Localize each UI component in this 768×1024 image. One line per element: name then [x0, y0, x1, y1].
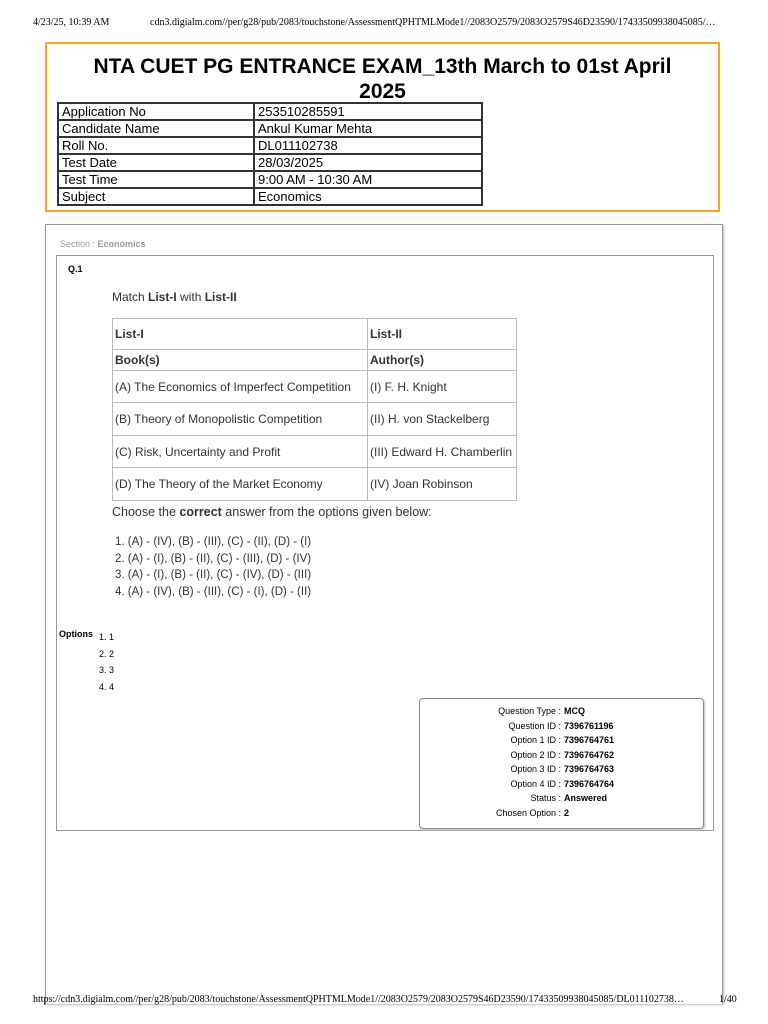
- meta-label: Option 3 ID :: [510, 764, 561, 774]
- book-cell: (A) The Economics of Imperfect Competition: [113, 371, 368, 403]
- table-row: [58, 154, 482, 171]
- table-row: [58, 188, 482, 205]
- section-name: Economics: [97, 239, 146, 249]
- detail-value: 9:00 AM - 10:30 AM: [254, 171, 482, 188]
- detail-value: 28/03/2025: [254, 154, 482, 171]
- section-heading: [60, 239, 146, 249]
- detail-value: Economics: [254, 188, 482, 205]
- question-prompt: [112, 290, 237, 304]
- meta-label: Status :: [530, 793, 561, 803]
- meta-label: Option 2 ID :: [510, 749, 561, 760]
- header-cell: List-I: [113, 319, 368, 350]
- meta-value: 7396764764: [564, 778, 615, 789]
- match-table: [112, 318, 517, 501]
- page-number: 1/40: [719, 994, 737, 1005]
- answer-option: 4. (A) - (IV), (B) - (III), (C) - (I), (D) - (II): [115, 585, 312, 598]
- meta-value: 7396764761: [564, 735, 615, 745]
- subheader-cell: Author(s): [368, 350, 517, 371]
- detail-label: Roll No.: [58, 137, 254, 154]
- prompt-list2: List-II: [204, 290, 237, 304]
- prompt-prefix: Match: [112, 290, 149, 304]
- print-footer-url: https://cdn3.digialm.com//per/g28/pub/2083/touchstone/AssessmentQPHTMLMode1//2083O2579/2083O2579S46D23590/17433509938045085/DL011102738…: [33, 994, 684, 1005]
- option-item: 4. 4: [99, 681, 115, 692]
- book-cell: (C) Risk, Uncertainty and Profit: [113, 436, 368, 468]
- table-row: [113, 468, 517, 501]
- meta-value: 2: [564, 807, 570, 818]
- answer-option: 2. (A) - (I), (B) - (II), (C) - (III), (D) - (IV): [115, 552, 312, 565]
- choose-suffix: answer from the options given below:: [221, 505, 432, 519]
- meta-value: 7396764763: [564, 764, 615, 774]
- options-list: [99, 629, 114, 695]
- question-panel: [45, 224, 723, 1004]
- meta-label: Option 4 ID :: [510, 778, 561, 789]
- prompt-with: with: [176, 290, 205, 304]
- print-datetime: 4/23/25, 10:39 AM: [33, 17, 110, 28]
- table-row: [58, 137, 482, 154]
- question-meta-box: [419, 698, 704, 829]
- choose-bold: correct: [179, 505, 222, 519]
- meta-value: MCQ: [564, 706, 585, 716]
- print-header-url: cdn3.digialm.com//per/g28/pub/2083/touchstone/AssessmentQPHTMLMode1//2083O2579/2083O2579S46D23590/17433509938045085/…: [150, 17, 716, 28]
- answer-options-list: [115, 534, 311, 600]
- prompt-list1: List-I: [148, 290, 177, 304]
- answer-option: 1. (A) - (IV), (B) - (III), (C) - (II), (D) - (I): [115, 536, 312, 548]
- candidate-details-table: [57, 102, 483, 206]
- detail-value: DL011102738: [254, 137, 482, 154]
- detail-value: Ankul Kumar Mehta: [254, 120, 482, 137]
- answer-option: 3. (A) - (I), (B) - (II), (C) - (IV), (D) - (III): [115, 569, 312, 581]
- meta-label: Question ID :: [508, 720, 561, 731]
- candidate-info-box: [45, 42, 720, 212]
- option-item: 2. 2: [99, 648, 115, 659]
- table-row: [58, 171, 482, 188]
- meta-label: Option 1 ID :: [510, 735, 561, 745]
- question-card: [56, 255, 714, 831]
- choose-instruction: [112, 505, 432, 519]
- meta-label: Question Type :: [498, 706, 561, 716]
- question-number: Q.1: [68, 264, 83, 274]
- table-row: [58, 103, 482, 120]
- section-label: Section :: [60, 239, 96, 249]
- book-cell: (B) Theory of Monopolistic Competition: [113, 403, 368, 436]
- detail-label: Candidate Name: [58, 120, 254, 137]
- author-cell: (IV) Joan Robinson: [368, 468, 517, 501]
- option-item: 3. 3: [99, 665, 115, 675]
- author-cell: (III) Edward H. Chamberlin: [368, 436, 517, 468]
- choose-prefix: Choose the: [112, 505, 180, 519]
- meta-label: Chosen Option :: [495, 807, 561, 818]
- header-cell: List-II: [368, 319, 517, 350]
- table-row: [113, 371, 517, 403]
- options-label: Options: [59, 629, 93, 639]
- meta-value: 7396761196: [564, 720, 614, 731]
- detail-label: Test Time: [58, 171, 254, 188]
- author-cell: (I) F. H. Knight: [368, 371, 517, 403]
- detail-value: 253510285591: [254, 103, 482, 120]
- table-header-row: [113, 319, 517, 350]
- table-row: [113, 436, 517, 468]
- subheader-cell: Book(s): [113, 350, 368, 371]
- detail-label: Subject: [58, 188, 254, 205]
- option-item: 1. 1: [99, 632, 115, 642]
- meta-value: Answered: [564, 793, 608, 803]
- detail-label: Application No: [58, 103, 254, 120]
- meta-value: 7396764762: [564, 749, 615, 760]
- table-row: [58, 120, 482, 137]
- exam-title: NTA CUET PG ENTRANCE EXAM_13th March to 01st April 2025: [93, 55, 672, 103]
- author-cell: (II) H. von Stackelberg: [368, 403, 517, 436]
- book-cell: (D) The Theory of the Market Economy: [113, 468, 368, 501]
- table-subheader-row: [113, 350, 517, 371]
- table-row: [113, 403, 517, 436]
- detail-label: Test Date: [58, 154, 254, 171]
